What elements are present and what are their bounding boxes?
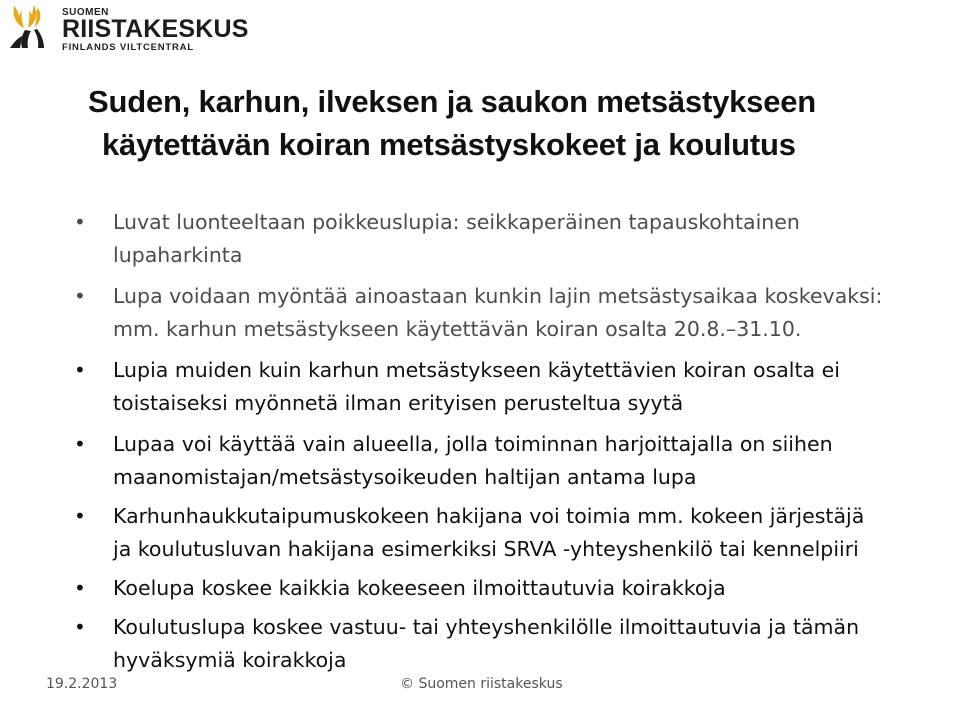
title-line-2: käytettävän koiran metsästyskokeet ja koulutus xyxy=(102,127,796,162)
logo-top-text: SUOMEN xyxy=(62,7,109,18)
logo xyxy=(8,4,249,53)
list-item: • Lupaa voi käyttää vain alueella, jolla toiminnan harjoittajalla on siihen maanomistajan/metsästysoikeuden haltijan antama lupa xyxy=(74,428,934,494)
list-item: • Luvat luonteeltaan poikkeuslupia: seikkaperäinen tapauskohtainen lupaharkinta xyxy=(74,206,934,272)
footer-date: 19.2.2013 xyxy=(46,676,118,692)
logo-main-text: RIISTAKESKUS xyxy=(62,15,249,43)
list-item: • Lupa voidaan myöntää ainoastaan kunkin lajin metsästysaikaa koskevaksi: mm. karhun metsästykseen käytettävän koiran osalta 20.8.–31.10. xyxy=(74,280,934,346)
logo-sub-text: FINLANDS VILTCENTRAL xyxy=(62,42,194,53)
footer-copyright: © Suomen riistakeskus xyxy=(400,676,563,692)
list-item: • Lupia muiden kuin karhun metsästykseen käytettävien koiran osalta ei toistaiseksi myönnetä ilman erityisen perusteltua syytä xyxy=(74,354,934,420)
title-line-1: Suden, karhun, ilveksen ja saukon metsästykseen xyxy=(88,84,817,119)
logo-antler-icon xyxy=(8,4,56,50)
list-item: • Koulutuslupa koskee vastuu- tai yhteyshenkilölle ilmoittautuvia ja tämän hyväksymiä koirakkoja xyxy=(74,611,934,677)
list-item: • Koelupa koskee kaikkia kokeeseen ilmoittautuvia koirakkoja xyxy=(74,572,934,605)
list-item: • Karhunhaukkutaipumuskokeen hakijana voi toimia mm. kokeen järjestäjä ja koulutusluvan hakijana esimerkiksi SRVA -yhteyshenkilö tai kennelpiiri xyxy=(74,500,934,566)
page-title xyxy=(88,80,928,166)
bullet-list xyxy=(74,206,934,677)
